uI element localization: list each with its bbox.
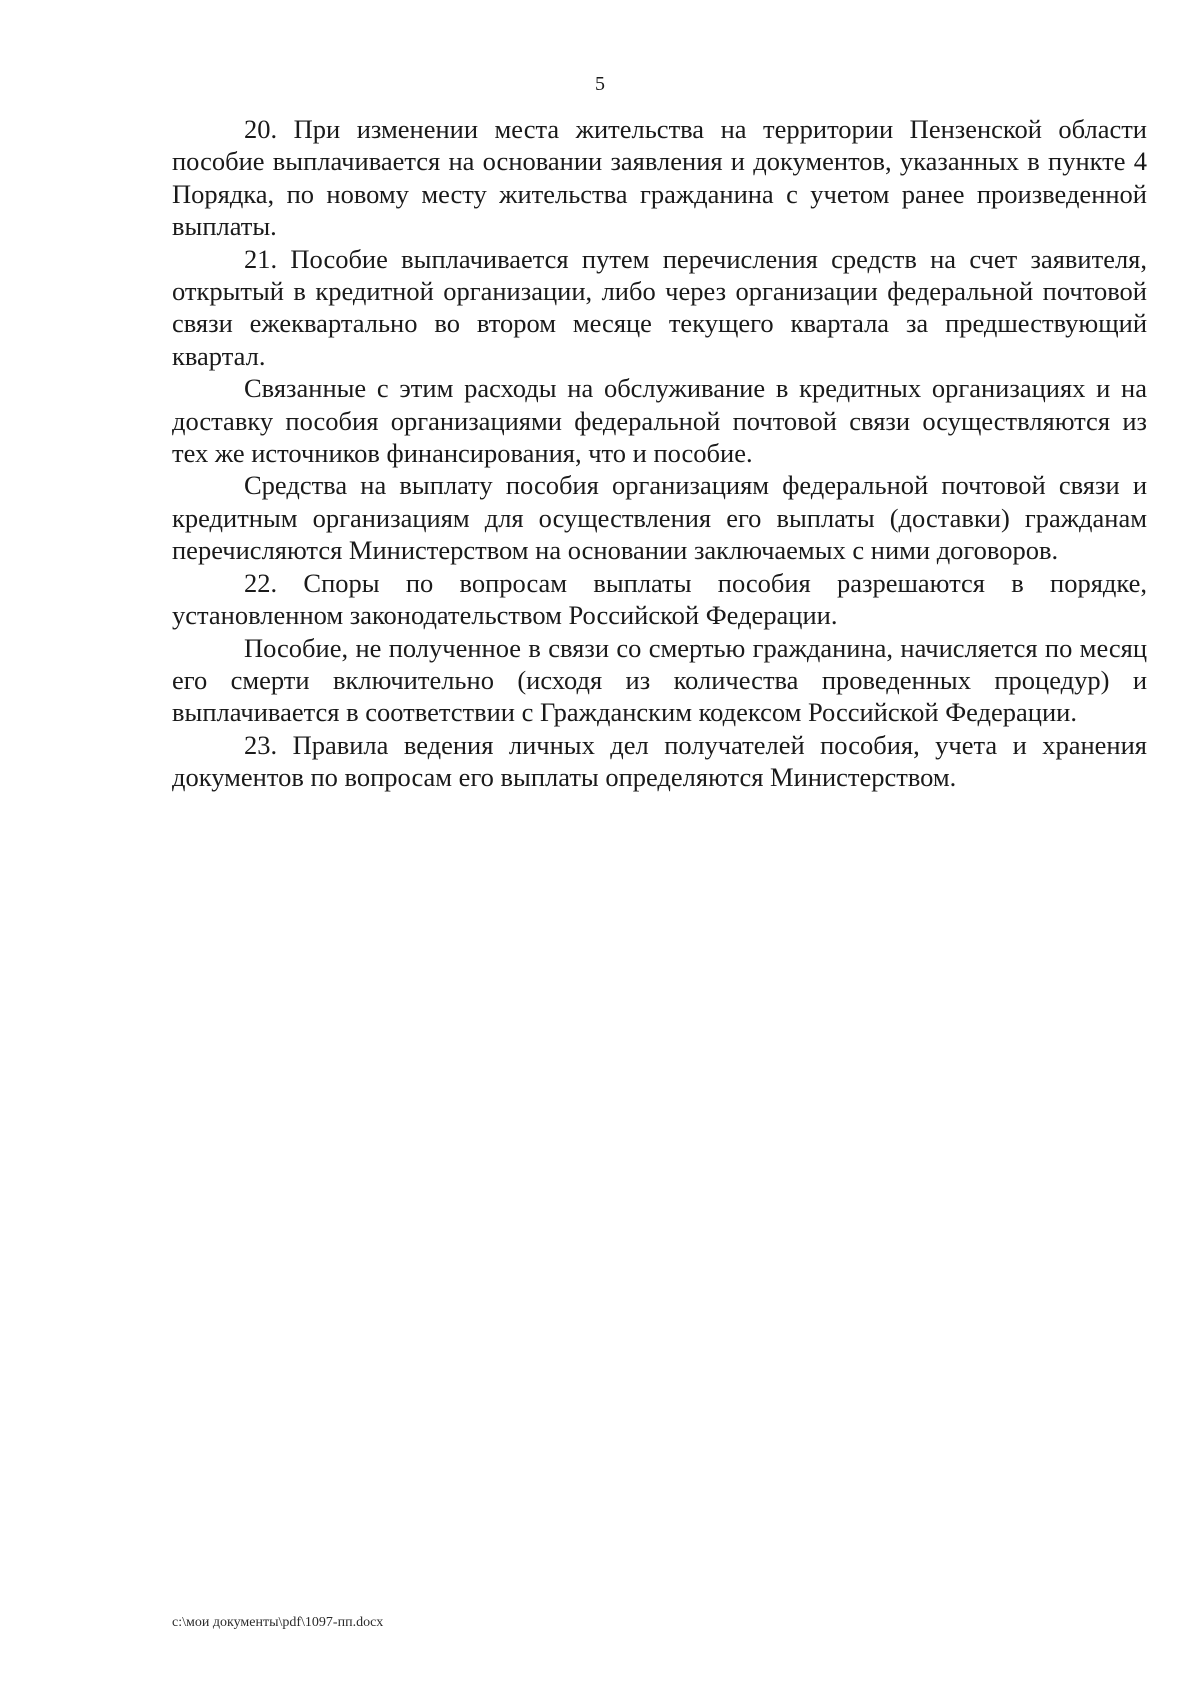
paragraph-payment-funds: Средства на выплату пособия организациям федеральной почтовой связи и кредитным организациям для осуществления его выплаты (доставки) гражданам перечисляются Министерством на основании заключаемых с ними договоров. bbox=[172, 470, 1147, 566]
paragraph-death-benefit: Пособие, не полученное в связи со смертью гражданина, начисляется по месяц его смерти включительно (исходя из количества проведенных процедур) и выплачивается в соответствии с Гражданским кодексом Российской Федерации. bbox=[172, 632, 1147, 728]
paragraph-21: 21. Пособие выплачивается путем перечисления средств на счет заявителя, открытый в кредитной организации, либо через организации федеральной почтовой связи ежеквартально во втором месяце текущего квартала за предшествующий квартал. bbox=[172, 243, 1147, 371]
document-body bbox=[172, 113, 1147, 794]
paragraph-22: 22. Споры по вопросам выплаты пособия разрешаются в порядке, установленном законодательством Российской Федерации. bbox=[172, 567, 1147, 631]
paragraph-related-expenses: Связанные с этим расходы на обслуживание в кредитных организациях и на доставку пособия организациями федеральной почтовой связи осуществляются из тех же источников финансирования, что и пособие. bbox=[172, 373, 1147, 469]
page-number: 5 bbox=[595, 73, 605, 95]
paragraph-23: 23. Правила ведения личных дел получателей пособия, учета и хранения документов по вопросам его выплаты определяются Министерством. bbox=[172, 729, 1147, 793]
footer-file-path: c:\мои документы\pdf\1097-пп.docx bbox=[172, 1615, 384, 1630]
paragraph-20: 20. При изменении места жительства на территории Пензенской области пособие выплачивается на основании заявления и документов, указанных в пункте 4 Порядка, по новому месту жительства гражданина с учетом ранее произведенной выплаты. bbox=[172, 114, 1147, 242]
